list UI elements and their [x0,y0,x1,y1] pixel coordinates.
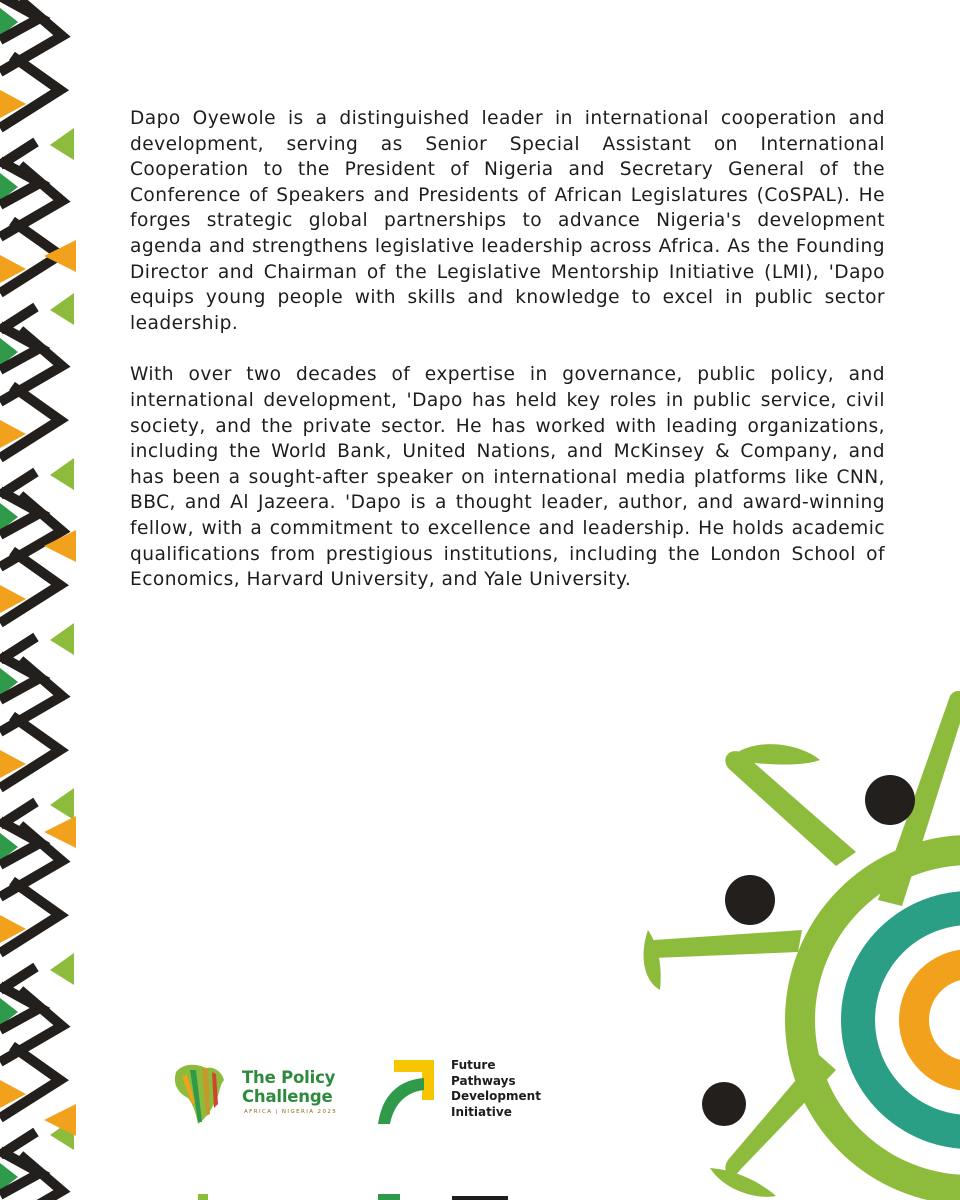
policy-challenge-subtitle: AFRICA | NIGERIA 2025 [244,1109,338,1115]
policy-challenge-title [242,1068,352,1106]
fpdi-name [451,1058,541,1120]
bio-text [130,106,885,619]
fpdi-line-4: Initiative [451,1104,512,1119]
africa-map-icon [168,1058,238,1128]
left-border-pattern [0,0,80,1200]
bio-paragraph-1: Dapo Oyewole is a distinguished leader in international cooperation and development, serving as Senior Special Assistant on International Cooperation to the President of Nigeria and Secretary General of the Conference of Speakers and Presidents of African Legislatures (CoSPAL). He forges strategic global partnerships to advance Nigeria's development agenda and strengthens legislative leadership across Africa. As the Founding Director and Chairman of the Legislative Mentorship Initiative (LMI), 'Dapo equips young people with skills and knowledge to excel in public sector leadership. [130,108,885,334]
policy-title-line1: The Policy [242,1068,336,1087]
fpdi-line-3: Development [451,1089,541,1103]
fpdi-pathway-icon [376,1060,442,1126]
policy-title-line2: Challenge [242,1087,333,1106]
fpdi-line-1: Future [451,1058,496,1072]
fpdi-line-2: Pathways [451,1073,516,1088]
bio-paragraph-2: With over two decades of expertise in governance, public policy, and international development, 'Dapo has held key roles in public service, civil society, and the private sector. He has worked with leading organizations, including the World Bank, United Nations, and McKinsey & Company, and has been a sought-after speaker on international media platforms like CNN, BBC, and Al Jazeera. 'Dapo is a thought leader, author, and award-winning fellow, with a commitment to excellence and leadership. He holds academic qualifications from prestigious institutions, including the London School of Economics, Harvard University, and Yale University. [130,364,885,591]
fpdi-logo [376,1058,576,1128]
bottom-cropped-strip [0,1190,960,1200]
policy-challenge-logo [168,1058,348,1128]
sun-decoration [640,690,960,1200]
sun-ring-orange [914,964,960,1076]
